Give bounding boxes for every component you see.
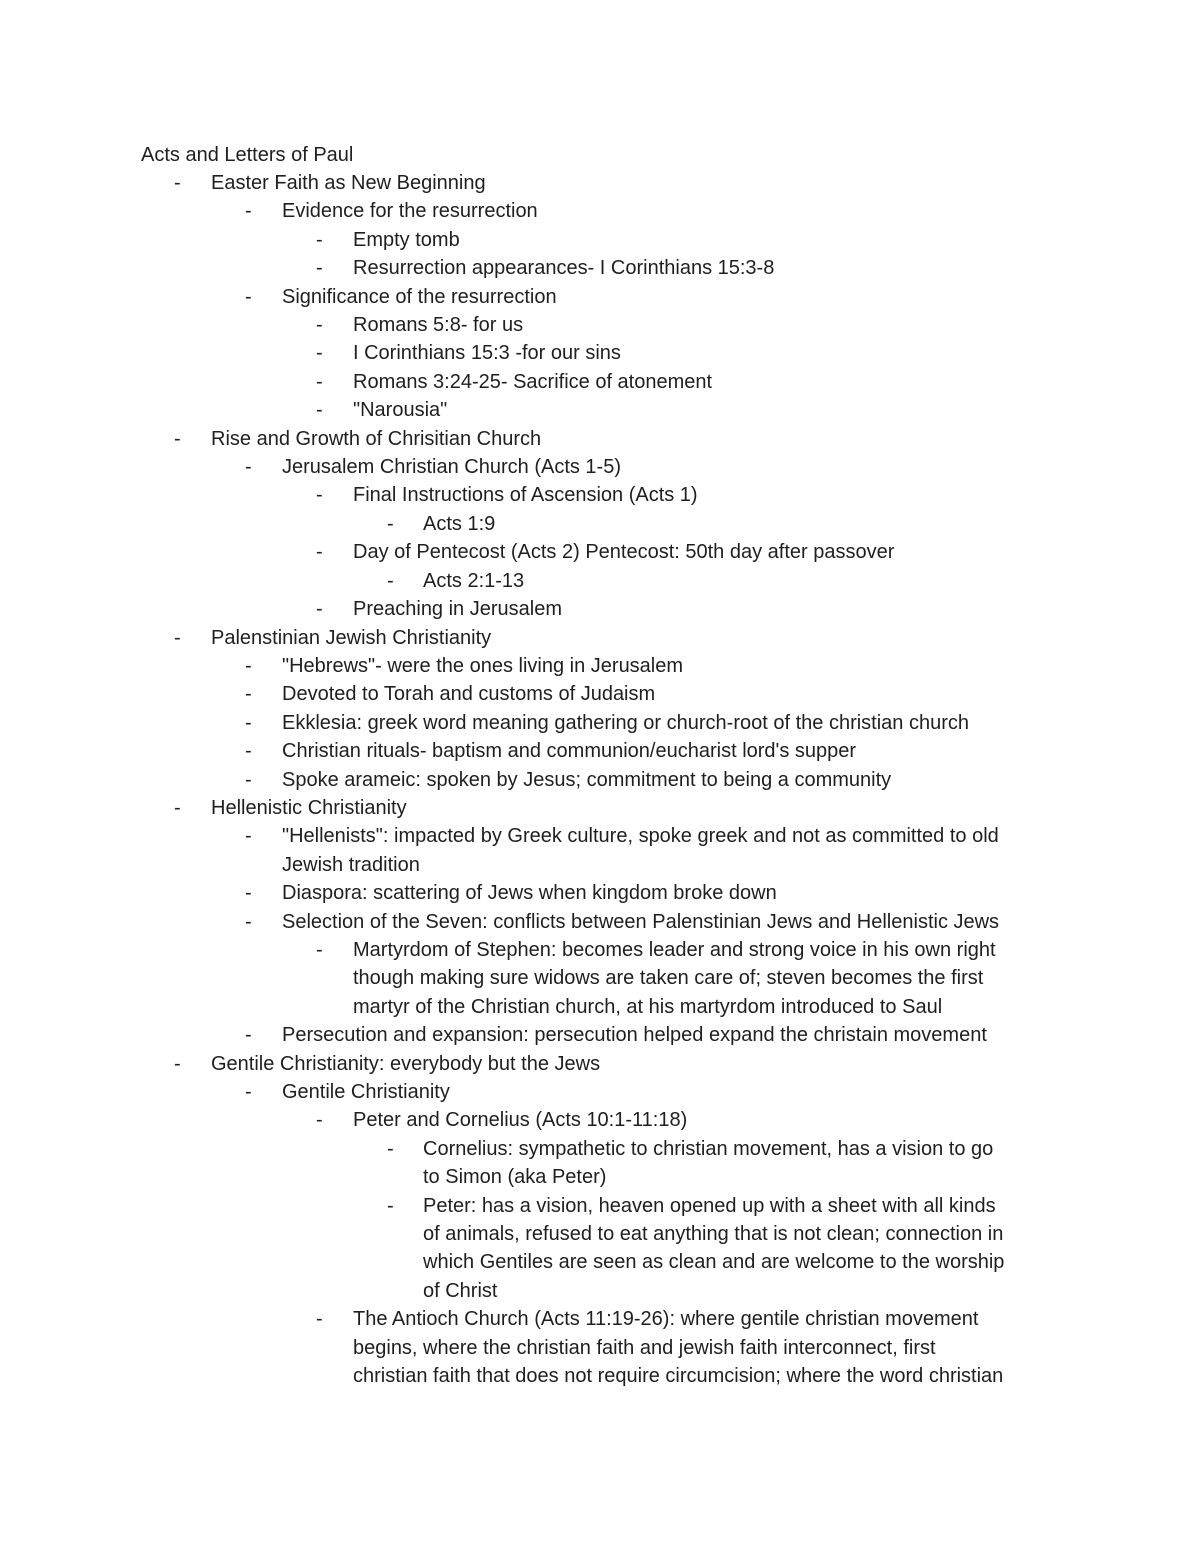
outline-item-text: Resurrection appearances- I Corinthians 15:3-8: [353, 257, 775, 280]
dash-bullet: -: [316, 399, 323, 422]
dash-bullet: -: [316, 228, 323, 251]
outline-item-text: Acts 1:9: [423, 512, 496, 535]
dash-bullet: -: [316, 484, 323, 507]
outline-item-level-2: [0, 908, 1200, 936]
outline-item-level-2: [0, 197, 1200, 225]
dash-bullet: -: [174, 796, 181, 819]
outline-item-level-3: [0, 1305, 1200, 1390]
outline-item-text: Preaching in Jerusalem: [353, 598, 562, 621]
outline-item-level-4: [0, 567, 1200, 595]
outline-item-level-1: [0, 169, 1200, 197]
dash-bullet: -: [316, 541, 323, 564]
outline-item-text: Devoted to Torah and customs of Judaism: [282, 683, 656, 706]
dash-bullet: -: [316, 314, 323, 337]
outline-item-level-4: [0, 1192, 1200, 1306]
dash-bullet: -: [174, 427, 181, 450]
dash-bullet: -: [174, 1052, 181, 1075]
dash-bullet: -: [245, 711, 252, 734]
outline-item-level-2: [0, 1021, 1200, 1049]
dash-bullet: -: [245, 740, 252, 763]
outline-item-level-2: [0, 283, 1200, 311]
outline-item-text: Peter: has a vision, heaven opened up with a sheet with all kinds of animals, refused to eat anything that is not clean; connection in which Gentiles are seen as clean and are welcome to the worship of Christ: [423, 1194, 1005, 1302]
dash-bullet: -: [316, 342, 323, 365]
outline-list: [0, 169, 1200, 1390]
dash-bullet: -: [245, 768, 252, 791]
dash-bullet: -: [245, 200, 252, 223]
outline-item-text: Palenstinian Jewish Christianity: [211, 626, 492, 649]
outline-item-level-3: [0, 595, 1200, 623]
outline-item-text: Cornelius: sympathetic to christian movement, has a vision to go to Simon (aka Peter): [423, 1137, 994, 1189]
dash-bullet: -: [387, 569, 394, 592]
dash-bullet: -: [316, 257, 323, 280]
outline-item-level-2: [0, 709, 1200, 737]
dash-bullet: -: [245, 683, 252, 706]
outline-item-text: Diaspora: scattering of Jews when kingdom broke down: [282, 882, 777, 905]
outline-item-level-2: [0, 879, 1200, 907]
outline-item-text: Christian rituals- baptism and communion/eucharist lord's supper: [282, 740, 857, 763]
dash-bullet: -: [316, 598, 323, 621]
dash-bullet: -: [245, 1081, 252, 1103]
outline-item-text: Hellenistic Christianity: [211, 796, 407, 819]
outline-item-level-3: [0, 311, 1200, 339]
outline-item-text: Ekklesia: greek word meaning gathering or church-root of the christian church: [282, 711, 970, 734]
outline-item-text: Rise and Growth of Chrisitian Church: [211, 427, 542, 450]
dash-bullet: -: [245, 825, 252, 848]
dash-bullet: -: [387, 512, 394, 535]
outline-item-level-3: [0, 538, 1200, 566]
outline-item-level-2: [0, 1078, 1200, 1106]
dash-bullet: -: [316, 1308, 323, 1331]
outline-item-level-2: [0, 680, 1200, 708]
outline-item-level-1: [0, 624, 1200, 652]
outline-item-text: Easter Faith as New Beginning: [211, 172, 486, 194]
outline-item-level-2: [0, 766, 1200, 794]
outline-item-text: I Corinthians 15:3 -for our sins: [353, 342, 621, 365]
outline-item-text: Selection of the Seven: conflicts between Palenstinian Jews and Hellenistic Jews: [282, 910, 1000, 933]
outline-item-level-4: [0, 510, 1200, 538]
outline-item-text: Jerusalem Christian Church (Acts 1-5): [282, 456, 621, 479]
outline-item-text: Gentile Christianity: everybody but the Jews: [211, 1052, 601, 1075]
dash-bullet: -: [245, 882, 252, 905]
outline-item-level-3: [0, 1106, 1200, 1134]
outline-item-level-3: [0, 368, 1200, 396]
dash-bullet: -: [316, 938, 323, 961]
outline-item-level-3: [0, 339, 1200, 367]
outline-item-level-4: [0, 1135, 1200, 1192]
dash-bullet: -: [387, 1137, 394, 1160]
outline-item-text: "Hellenists": impacted by Greek culture, spoke greek and not as committed to old Jewish tradition: [282, 825, 999, 876]
dash-bullet: -: [387, 1194, 394, 1217]
dash-bullet: -: [174, 172, 181, 194]
outline-item-text: Gentile Christianity: [282, 1081, 450, 1103]
outline-item-level-2: [0, 737, 1200, 765]
outline-item-text: Romans 3:24-25- Sacrifice of atonement: [353, 370, 713, 393]
outline-item-text: Acts 2:1-13: [423, 569, 525, 592]
outline-item-text: Martyrdom of Stephen: becomes leader and strong voice in his own right though making sure widows are taken care of; steven becomes the first martyr of the Christian church, at his martyrdom introduced to Saul: [353, 938, 996, 1018]
dash-bullet: -: [245, 654, 252, 677]
outline-item-level-1: [0, 425, 1200, 453]
dash-bullet: -: [245, 910, 252, 933]
outline-item-level-2: [0, 822, 1200, 879]
outline-item-level-3: [0, 254, 1200, 282]
dash-bullet: -: [245, 456, 252, 479]
outline-item-text: The Antioch Church (Acts 11:19-26): where gentile christian movement begins, where the christian faith and jewish faith interconnect, first christian faith that does not require circumcision; where the word christian: [353, 1308, 1004, 1388]
dash-bullet: -: [245, 1024, 252, 1047]
outline-item-level-1: [0, 794, 1200, 822]
outline-item-text: "Hebrews"- were the ones living in Jerusalem: [282, 654, 684, 677]
outline-item-level-2: [0, 453, 1200, 481]
outline-item-level-2: [0, 652, 1200, 680]
outline-item-text: "Narousia": [353, 399, 448, 422]
outline-item-text: Empty tomb: [353, 228, 460, 251]
outline-item-text: Evidence for the resurrection: [282, 200, 538, 223]
dash-bullet: -: [316, 370, 323, 393]
outline-item-level-3: [0, 481, 1200, 509]
outline-item-level-3: [0, 936, 1200, 1021]
outline-item-text: Day of Pentecost (Acts 2) Pentecost: 50th day after passover: [353, 541, 895, 564]
outline-item-text: Final Instructions of Ascension (Acts 1): [353, 484, 698, 507]
outline-item-text: Romans 5:8- for us: [353, 314, 524, 337]
outline-item-text: Significance of the resurrection: [282, 285, 557, 308]
outline-item-level-3: [0, 226, 1200, 254]
outline-item-text: Persecution and expansion: persecution helped expand the christain movement: [282, 1024, 987, 1047]
outline-item-text: Peter and Cornelius (Acts 10:1-11:18): [353, 1109, 688, 1132]
outline-item-level-1: [0, 1050, 1200, 1078]
dash-bullet: -: [174, 626, 181, 649]
outline-item-text: Spoke arameic: spoken by Jesus; commitment to being a community: [282, 768, 892, 791]
dash-bullet: -: [316, 1109, 323, 1132]
dash-bullet: -: [245, 285, 252, 308]
document-title: Acts and Letters of Paul: [141, 144, 354, 166]
outline-item-level-3: [0, 396, 1200, 424]
